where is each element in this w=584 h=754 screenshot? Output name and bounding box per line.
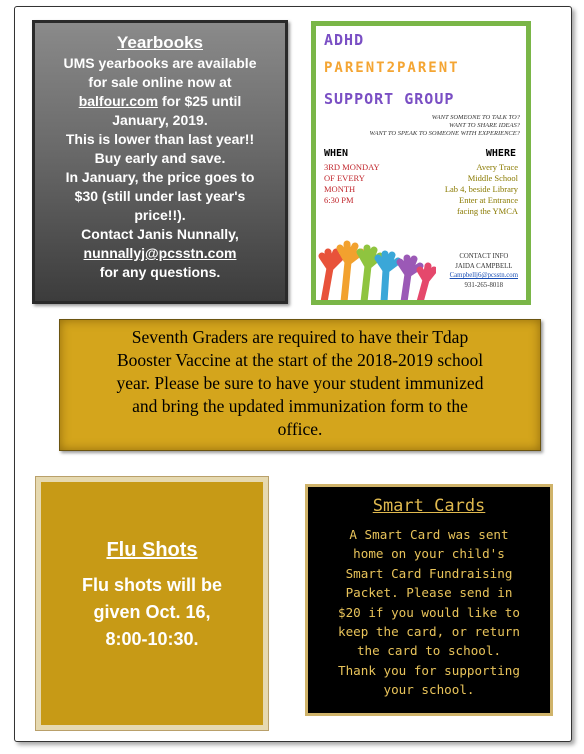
flyer-support-group-heading: SUPPORT GROUP [324,90,455,108]
flyer-where-details [445,162,518,217]
yearbooks-line: for any questions. [99,264,221,280]
yearbooks-line: This is lower than last year!! [65,131,255,147]
smart-cards-line: home on your child's [353,546,505,562]
flyer-when-line: MONTH [324,184,356,194]
flyer-questions [370,114,521,138]
yearbooks-line: January, 2019. [112,112,208,128]
smart-cards-line: $20 if you would like to [338,604,520,620]
tdap-line: and bring the updated immunization form to the [132,396,468,416]
smart-cards-line: keep the card, or return [338,624,520,640]
yearbooks-line: for $25 until [161,93,242,109]
flyer-contact-phone: 931-265-8018 [464,281,504,289]
smart-cards-line: Thank you for supporting [338,662,520,678]
yearbooks-line: Buy early and save. [94,150,226,166]
flyer-question: WANT TO SHARE IDEAS? [449,122,520,129]
flu-shots-box [36,477,268,730]
yearbooks-line-with-link [43,92,277,111]
flyer-when-heading: WHEN [324,148,349,159]
flu-shots-title: Flu Shots [106,539,198,561]
flyer-when-line: 3RD MONDAY [324,162,380,172]
yearbooks-title: Yearbooks [117,33,203,52]
flyer-where-heading: WHERE [485,148,516,159]
flyer-where-line: Enter at Entrance [459,195,518,205]
yearbooks-line: for sale online now at [88,74,232,90]
raised-hands-illustration [316,222,436,302]
tdap-line: Seventh Graders are required to have their Tdap [131,327,469,347]
flyer-parent2parent-heading: PARENT2PARENT [324,60,460,76]
flyer-question: WANT SOMEONE TO TALK TO? [431,114,520,121]
tdap-vaccine-notice [59,319,541,451]
flu-line: Flu shots will be [81,575,222,595]
smart-cards-body [308,525,550,700]
yearbooks-line: In January, the price goes to [65,169,255,185]
smart-cards-line: your school. [383,682,475,698]
yearbooks-line: Contact Janis Nunnally, [81,226,239,242]
tdap-line: Booster Vaccine at the start of the 2018-2019 school [116,350,484,370]
smart-cards-line: Packet. Please send in [345,585,513,601]
flyer-question: WANT TO SPEAK TO SOMEONE WITH EXPERIENCE? [369,130,520,137]
smart-cards-line: the card to school. [356,643,502,659]
smart-cards-line: Smart Card Fundraising [345,565,513,581]
flyer-where-line: facing the YMCA [456,206,518,216]
adhd-support-flyer [311,21,531,305]
flyer-contact-heading: CONTACT INFO [459,253,509,260]
balfour-link[interactable]: balfour.com [78,93,159,109]
yearbooks-line: price!!). [134,207,186,223]
nunnally-email-link[interactable]: nunnallyj@pcsstn.com [83,245,237,261]
flyer-where-line: Avery Trace [476,162,518,172]
smart-cards-box [305,484,553,716]
flyer-when-line: 6:30 PM [324,195,354,205]
flu-line: given Oct. 16, [93,602,211,622]
flyer-contact-info [450,252,518,290]
tdap-line: office. [277,419,323,439]
flyer-contact-name: JAIDA CAMPBELL [455,262,513,270]
flyer-when-details [324,162,380,206]
smart-cards-line: A Smart Card was sent [349,527,509,542]
flyer-contact-email-link[interactable]: Campbellj6@pcsstn.com [449,272,518,279]
yearbooks-box [32,20,288,304]
tdap-line: year. Please be sure to have your student immunized [116,373,484,393]
flu-line: 8:00-10:30. [105,629,199,649]
flyer-where-line: Middle School [467,173,518,183]
yearbooks-line: UMS yearbooks are available [63,55,257,71]
flyer-when-line: OF EVERY [324,173,365,183]
smart-cards-title: Smart Cards [372,496,486,516]
yearbooks-line: $30 (still under last year's [74,188,246,204]
flyer-where-line: Lab 4, beside Library [444,184,518,194]
flu-shots-body [41,572,263,653]
flyer-adhd-heading: ADHD [324,31,365,49]
